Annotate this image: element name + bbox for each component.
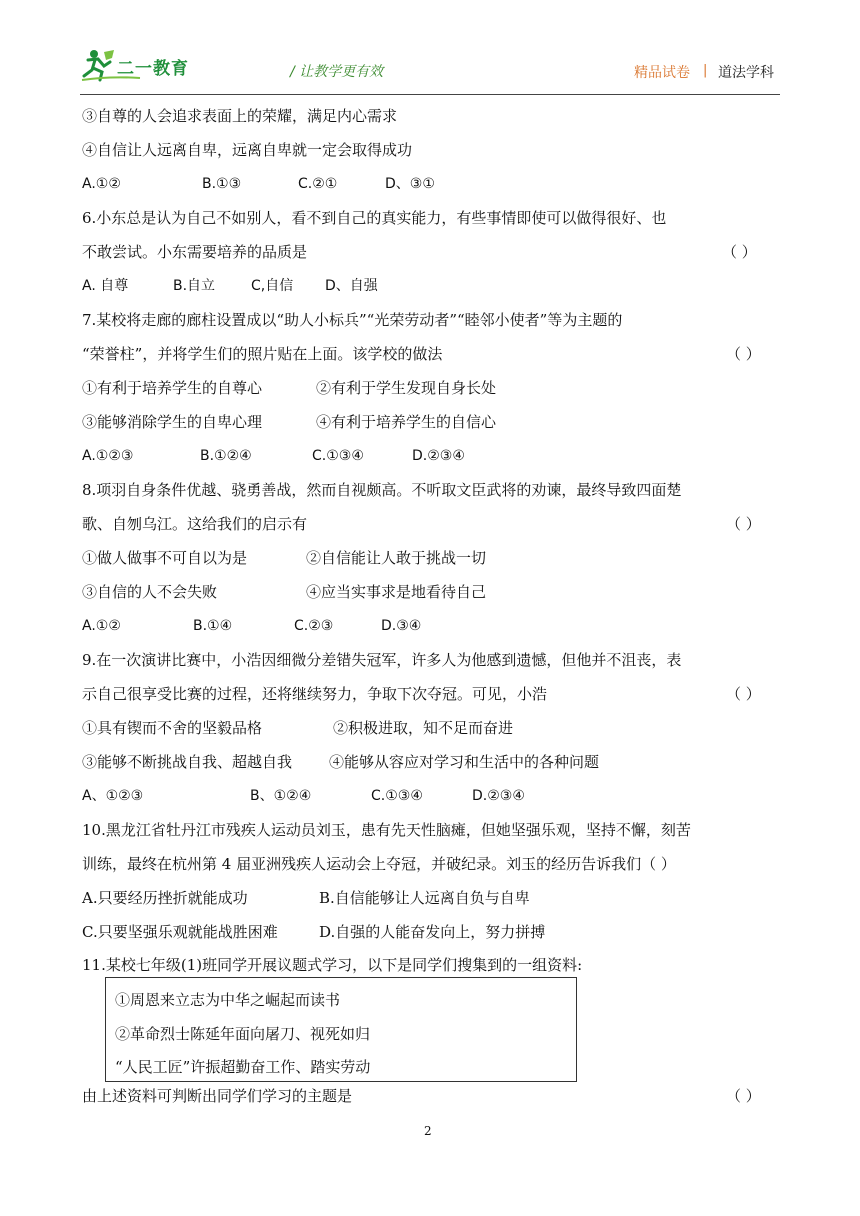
q7-statement-1: ①有利于培养学生的自尊心: [82, 379, 263, 397]
q9-statement-4: ④能够从容应对学习和生活中的各种问题: [329, 753, 600, 771]
q8-statement-1: ①做人做事不可自以为是: [82, 549, 248, 567]
q8-option-b: B.①④: [193, 618, 233, 634]
q11-stem-line-2: 由上述资料可判断出同学们学习的主题是: [82, 1087, 353, 1105]
q9-statement-3: ③能够不断挑战自我、超越自我: [82, 753, 293, 771]
q8-option-c: C.②③: [294, 618, 334, 634]
q5-option-d: D、③①: [385, 176, 435, 192]
q11-stem-line-1: 11.某校七年级(1)班同学开展议题式学习，以下是同学们搜集到的一组资料:: [82, 956, 583, 974]
logo-text: 二一教育: [117, 59, 189, 79]
q8-stem-line-2: 歌、自刎乌江。这给我们的启示有: [82, 515, 308, 533]
q8-statement-2: ②自信能让人敢于挑战一切: [306, 549, 487, 567]
q9-statement-2: ②积极进取，知不足而奋进: [333, 719, 514, 737]
q7-answer-paren: （ ）: [726, 345, 761, 363]
q6-option-c: C,自信: [251, 278, 294, 294]
q11-material-3: “人民工匠”许振超勤奋工作、踏实劳动: [115, 1058, 371, 1076]
q10-option-b: B.自信能够让人远离自负与自卑: [319, 889, 530, 907]
q8-statement-3: ③自信的人不会失败: [82, 583, 218, 601]
q9-stem-line-1: 9.在一次演讲比赛中，小浩因细微分差错失冠军，许多人为他感到遗憾，但他并不沮丧，表: [82, 651, 682, 669]
q6-stem-line-2: 不敢尝试。小东需要培养的品质是: [82, 243, 308, 261]
q10-option-a: A.只要经历挫折就能成功: [82, 889, 248, 907]
q10-option-c: C.只要坚强乐观就能战胜困难: [82, 923, 278, 941]
q11-answer-paren: （ ）: [726, 1087, 761, 1105]
q7-statement-2: ②有利于学生发现自身长处: [316, 379, 497, 397]
q8-option-a: A.①②: [82, 618, 121, 634]
q7-stem-line-1: 7.某校将走廊的廊柱设置成以“助人小标兵”“光荣劳动者”“睦邻小使者”等为主题的: [82, 311, 623, 329]
q5-option-c: C.②①: [298, 176, 338, 192]
page-number: 2: [424, 1124, 432, 1138]
q6-option-b: B.自立: [173, 278, 216, 294]
q7-statement-3: ③能够消除学生的自卑心理: [82, 413, 263, 431]
q8-answer-paren: （ ）: [726, 515, 761, 533]
q10-option-d: D.自强的人能奋发向上，努力拼搏: [319, 923, 546, 941]
subject-label: 道法学科: [718, 65, 774, 81]
q7-statement-4: ④有利于培养学生的自信心: [316, 413, 497, 431]
q5-statement-4: ④自信让人远离自卑，远离自卑就一定会取得成功: [82, 141, 413, 159]
q9-statement-1: ①具有锲而不舍的坚毅品格: [82, 719, 263, 737]
q9-option-d: D.②③④: [472, 788, 525, 804]
q5-option-b: B.①③: [202, 176, 242, 192]
q8-stem-line-1: 8.项羽自身条件优越、骁勇善战，然而自视颇高。不听取文臣武将的劝谏，最终导致四面楚: [82, 481, 682, 499]
q10-stem-line-2: 训练，最终在杭州第 4 届亚洲残疾人运动会上夺冠，并破纪录。刘玉的经历告诉我们（ ）: [82, 855, 676, 873]
q9-option-b: B、①②④: [250, 788, 312, 804]
q6-stem-line-1: 6.小东总是认为自己不如别人，看不到自己的真实能力，有些事情即使可以做得很好、也: [82, 209, 667, 227]
header-separator: |: [703, 63, 708, 78]
q7-option-a: A.①②③: [82, 448, 134, 464]
q5-option-a: A.①②: [82, 176, 121, 192]
q9-answer-paren: （ ）: [726, 685, 761, 703]
q7-stem-line-2: “荣誉柱”，并将学生们的照片贴在上面。该学校的做法: [82, 345, 443, 363]
q6-option-d: D、自强: [325, 278, 378, 294]
q9-stem-line-2: 示自己很享受比赛的过程，还将继续努力，争取下次夺冠。可见，小浩: [82, 685, 548, 703]
q5-statement-3: ③自尊的人会追求表面上的荣耀，满足内心需求: [82, 107, 398, 125]
header-rule: [80, 94, 780, 95]
q6-answer-paren: （ ）: [722, 243, 757, 261]
q11-material-1: ①周恩来立志为中华之崛起而读书: [115, 991, 341, 1009]
q7-option-d: D.②③④: [412, 448, 465, 464]
q11-material-2: ②革命烈士陈延年面向屠刀、视死如归: [115, 1025, 371, 1043]
q7-option-c: C.①③④: [312, 448, 364, 464]
q9-option-c: C.①③④: [371, 788, 423, 804]
slogan: / 让教学更有效: [290, 64, 384, 80]
q10-stem-line-1: 10.黑龙江省牡丹江市残疾人运动员刘玉，患有先天性脑瘫，但她坚强乐观，坚持不懈，刻苦: [82, 821, 691, 839]
brand-label: 精品试卷: [634, 65, 690, 81]
q8-option-d: D.③④: [381, 618, 422, 634]
q8-statement-4: ④应当实事求是地看待自己: [306, 583, 487, 601]
q7-option-b: B.①②④: [200, 448, 252, 464]
q9-option-a: A、①②③: [82, 788, 144, 804]
q6-option-a: A. 自尊: [82, 278, 129, 294]
page-header: [0, 0, 860, 100]
